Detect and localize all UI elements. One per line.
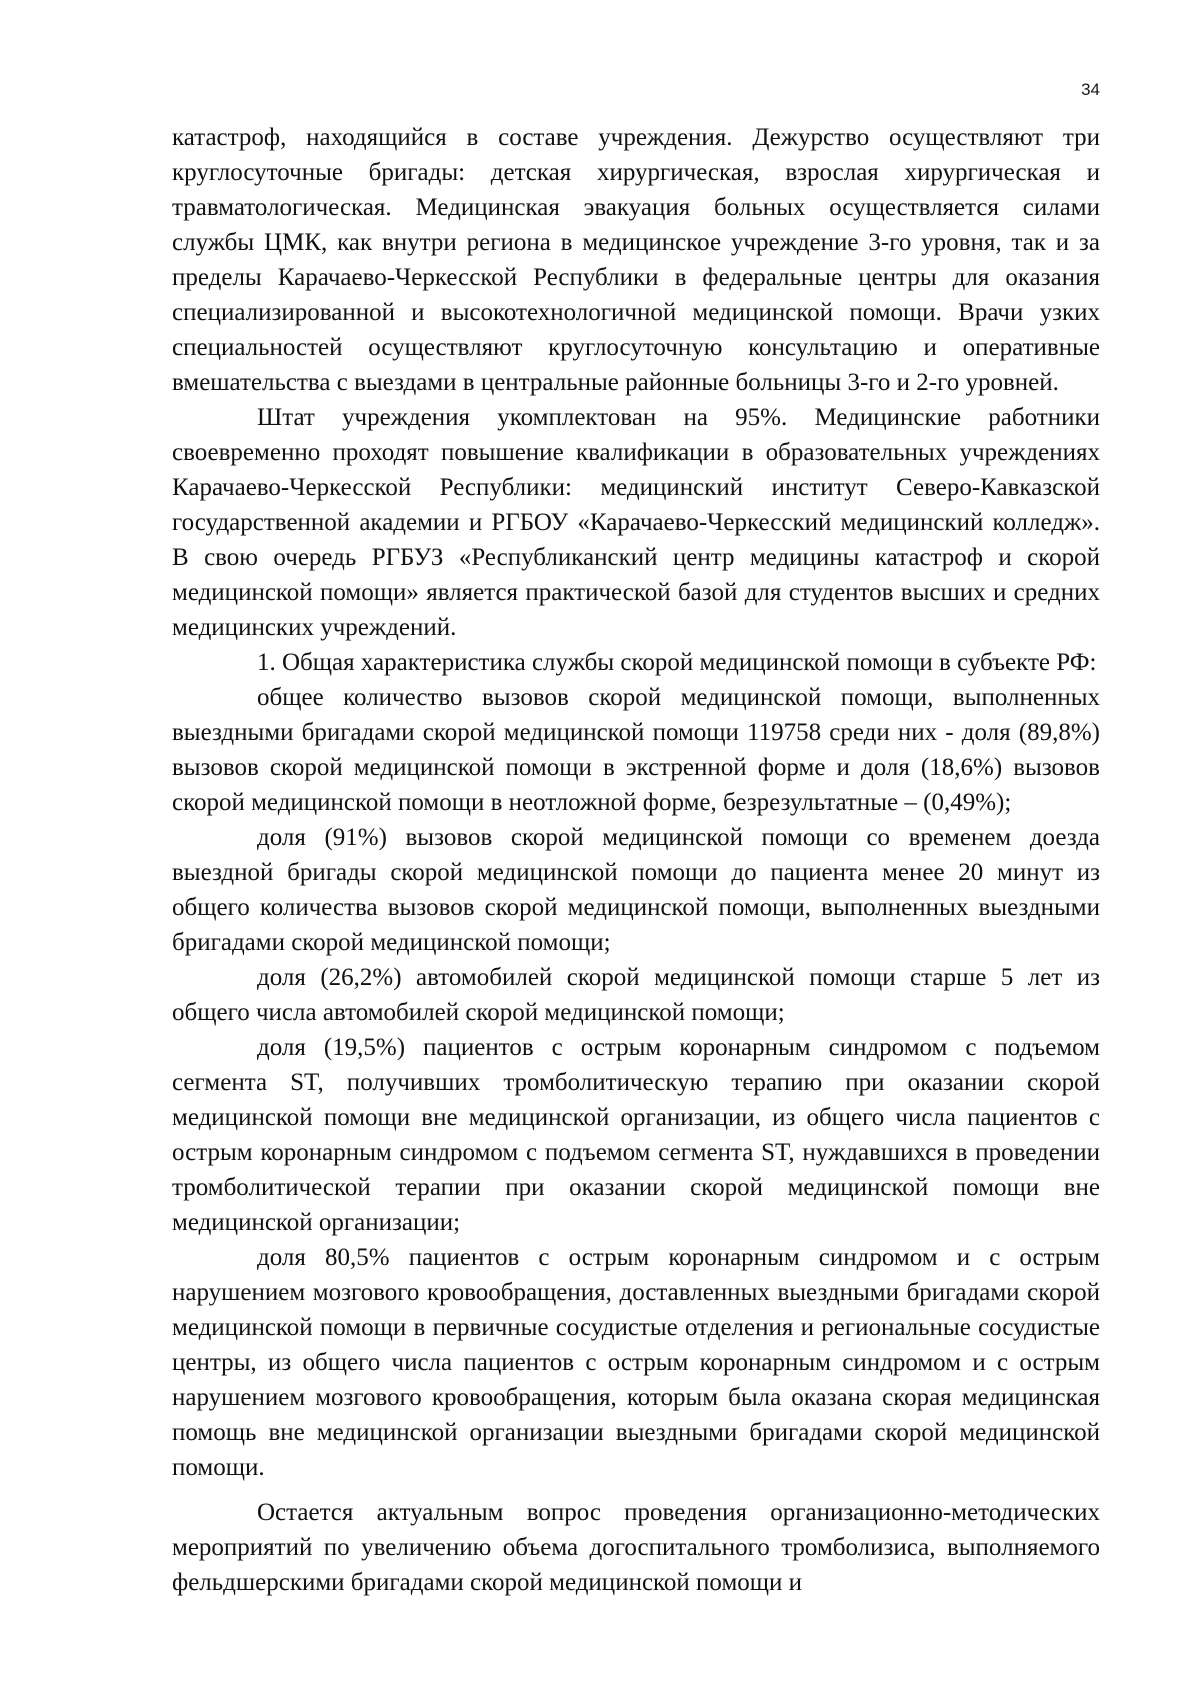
list-item-total-calls: общее количество вызовов скорой медицинской помощи, выполненных выездными бригадами скорой медицинской помощи 119758 среди них - доля (89,8%) вызовов скорой медицинской помощи в экстренной форме и доля (18,6%) вызовов скорой медицинской помощи в неотложной форме, безрезультатные – (0,49%); bbox=[172, 684, 1100, 816]
paragraph-conclusion: Остается актуальным вопрос проведения организационно-методических мероприятий по увеличению объема догоспитального тромболизиса, выполняемого фельдшерскими бригадами скорой медицинской помощи и bbox=[172, 1499, 1100, 1596]
list-item-arrival-time: доля (91%) вызовов скорой медицинской помощи со временем доезда выездной бригады скорой медицинской помощи до пациента менее 20 минут из общего количества вызовов скорой медицинской помощи, выполненных выездными бригадами скорой медицинской помощи; bbox=[172, 824, 1100, 956]
list-item-vascular-centers: доля 80,5% пациентов с острым коронарным синдромом и с острым нарушением мозгового кровообращения, доставленных выездными бригадами скорой медицинской помощи в первичные сосудистые отделения и региональные сосудистые центры, из общего числа пациентов с острым коронарным синдромом и с острым нарушением мозгового кровообращения, которым была оказана скорая медицинская помощь вне медицинской организации выездными бригадами скорой медицинской помощи. bbox=[172, 1244, 1100, 1481]
list-item-vehicles: доля (26,2%) автомобилей скорой медицинской помощи старше 5 лет из общего числа автомобилей скорой медицинской помощи; bbox=[172, 964, 1100, 1026]
section-heading-1: 1. Общая характеристика службы скорой медицинской помощи в субъекте РФ: bbox=[257, 649, 1097, 676]
paragraph-staff: Штат учреждения укомплектован на 95%. Медицинские работники своевременно проходят повышение квалификации в образовательных учреждениях Карачаево-Черкесской Республики: медицинский институт Северо-Кавказской государственной академии и РГБОУ «Карачаево-Черкесский медицинский колледж». В свою очередь РГБУЗ «Республиканский центр медицины катастроф и скорой медицинской помощи» является практической базой для студентов высших и средних медицинских учреждений. bbox=[172, 404, 1100, 641]
page-number: 34 bbox=[1081, 80, 1100, 99]
paragraph-continuation: катастроф, находящийся в составе учреждения. Дежурство осуществляют три круглосуточные бригады: детская хирургическая, взрослая хирургическая и травматологическая. Медицинская эвакуация больных осуществляется силами службы ЦМК, как внутри региона в медицинское учреждение 3-го уровня, так и за пределы Карачаево-Черкесской Республики в федеральные центры для оказания специализированной и высокотехнологичной медицинской помощи. Врачи узких специальностей осуществляют круглосуточную консультацию и оперативные вмешательства с выездами в центральные районные больницы 3-го и 2-го уровней. bbox=[172, 124, 1100, 396]
list-item-thrombolysis: доля (19,5%) пациентов с острым коронарным синдромом с подъемом сегмента ST, получивших тромболитическую терапию при оказании скорой медицинской помощи вне медицинской организации, из общего числа пациентов с острым коронарным синдромом с подъемом сегмента ST, нуждавшихся в проведении тромболитической терапии при оказании скорой медицинской помощи вне медицинской организации; bbox=[172, 1034, 1100, 1236]
body-text bbox=[172, 120, 1100, 1600]
